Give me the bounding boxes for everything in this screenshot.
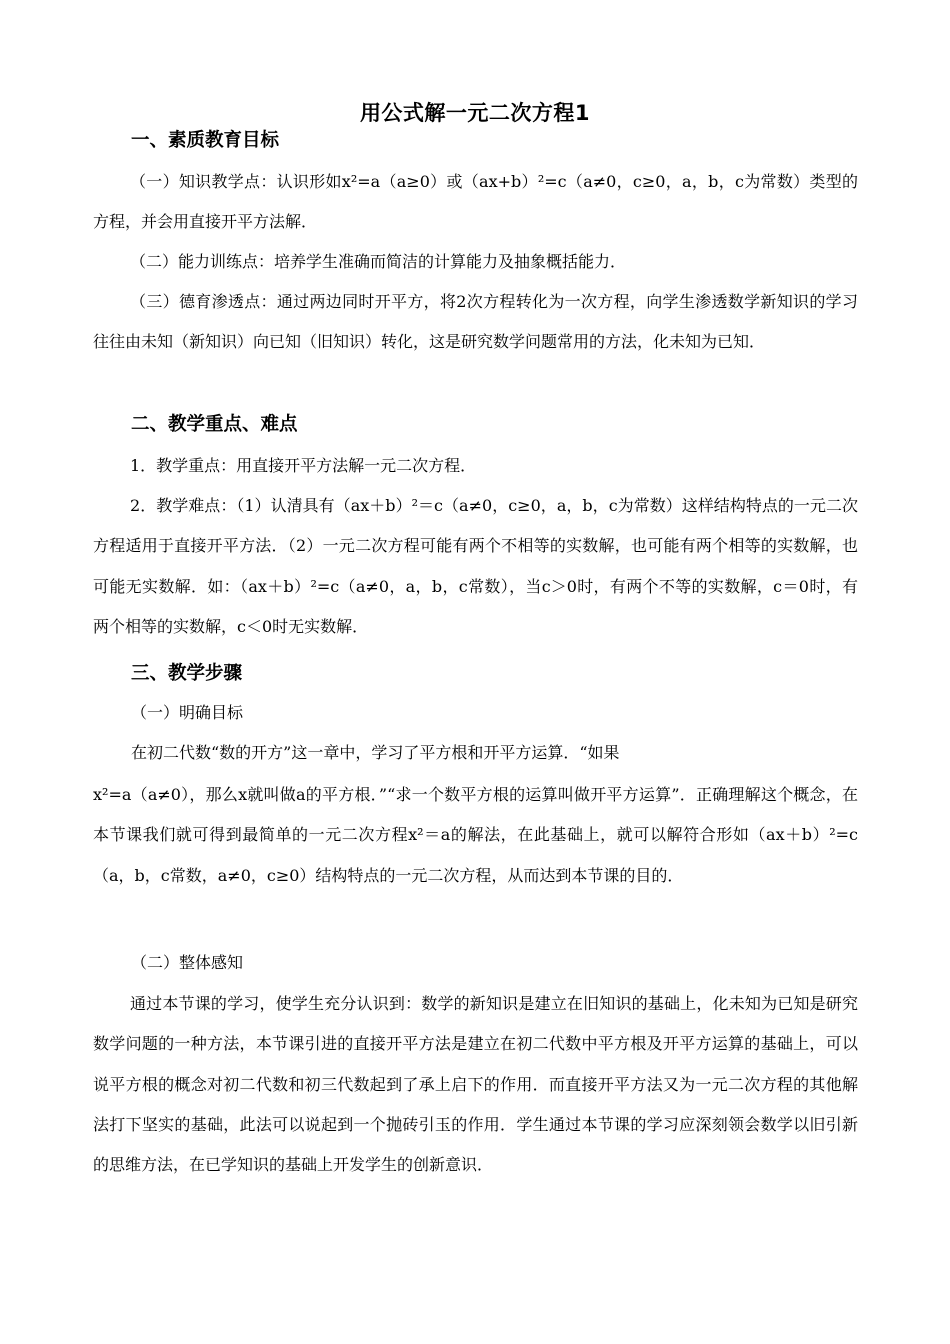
subheading-clear-goals: （一）明确目标 xyxy=(131,703,244,722)
overall-perception-paragraph: 通过本节课的学习，使学生充分认识到：数学的新知识是建立在旧知识的基础上，化未知为已知是研究数学问题的一种方法，本节课引进的直接开平方法是建立在初二代数中平方根及开平方运算的基础上，可以说平方根的概念对初二代数和初三代数起到了承上启下的作用．而直接开平方法又为一元二次方程的其他解法打下坚实的基础，此法可以说起到一个抛砖引玉的作用．学生通过本节课的学习应深刻领会数学以旧引新的思维方法，在已学知识的基础上开发学生的创新意识． xyxy=(93,994,858,1175)
difficulty-paragraph: 2．教学难点：（1）认清具有（ax＋b）²＝c（a≠0，c≥0，a，b，c为常数）这样结构特点的一元二次方程适用于直接开平方法．（2）一元二次方程可能有两个不相等的实数解，也可能有两个相等的实数解，也可能无实数解．如：（ax＋b）²=c（a≠0，a，b，c常数），当c＞0时，有两个不等的实数解，c＝0时，有两个相等的实数解，c＜0时无实数解． xyxy=(93,496,858,636)
section-heading-key-points: 二、教学重点、难点 xyxy=(131,414,298,435)
document-title: 用公式解一元二次方程1 xyxy=(359,101,591,125)
section-heading-steps: 三、教学步骤 xyxy=(131,663,243,684)
moral-point-paragraph: （三）德育渗透点：通过两边同时开平方，将2次方程转化为一次方程，向学生渗透数学新知识的学习往往由未知（新知识）向已知（旧知识）转化，这是研究数学问题常用的方法，化未知为已知． xyxy=(93,292,858,352)
key-point-paragraph: 1．教学重点：用直接开平方法解一元二次方程． xyxy=(130,456,477,475)
goals-paragraph-rest: x²=a（a≠0），那么x就叫做a的平方根．”“求一个数平方根的运算叫做开平方运算”．正确理解这个概念，在本节课我们就可得到最简单的一元二次方程x²＝a的解法，在此基础上，就可以解符合形如（ax＋b）²=c（a，b，c常数，a≠0，c≥0）结构特点的一元二次方程，从而达到本节课的目的． xyxy=(93,785,858,885)
section-heading-goals: 一、素质教育目标 xyxy=(131,130,280,151)
subheading-overall-perception: （二）整体感知 xyxy=(131,953,244,972)
goals-paragraph-first-line: 在初二代数“数的开方”这一章中，学习了平方根和开平方运算．“如果 xyxy=(131,743,620,762)
knowledge-point-paragraph: （一）知识教学点：认识形如x²=a（a≥0）或（ax+b）²=c（a≠0，c≥0，a，b，c为常数）类型的方程，并会用直接开平方法解． xyxy=(93,172,858,232)
ability-point-paragraph: （二）能力训练点：培养学生准确而简洁的计算能力及抽象概括能力． xyxy=(130,252,627,271)
